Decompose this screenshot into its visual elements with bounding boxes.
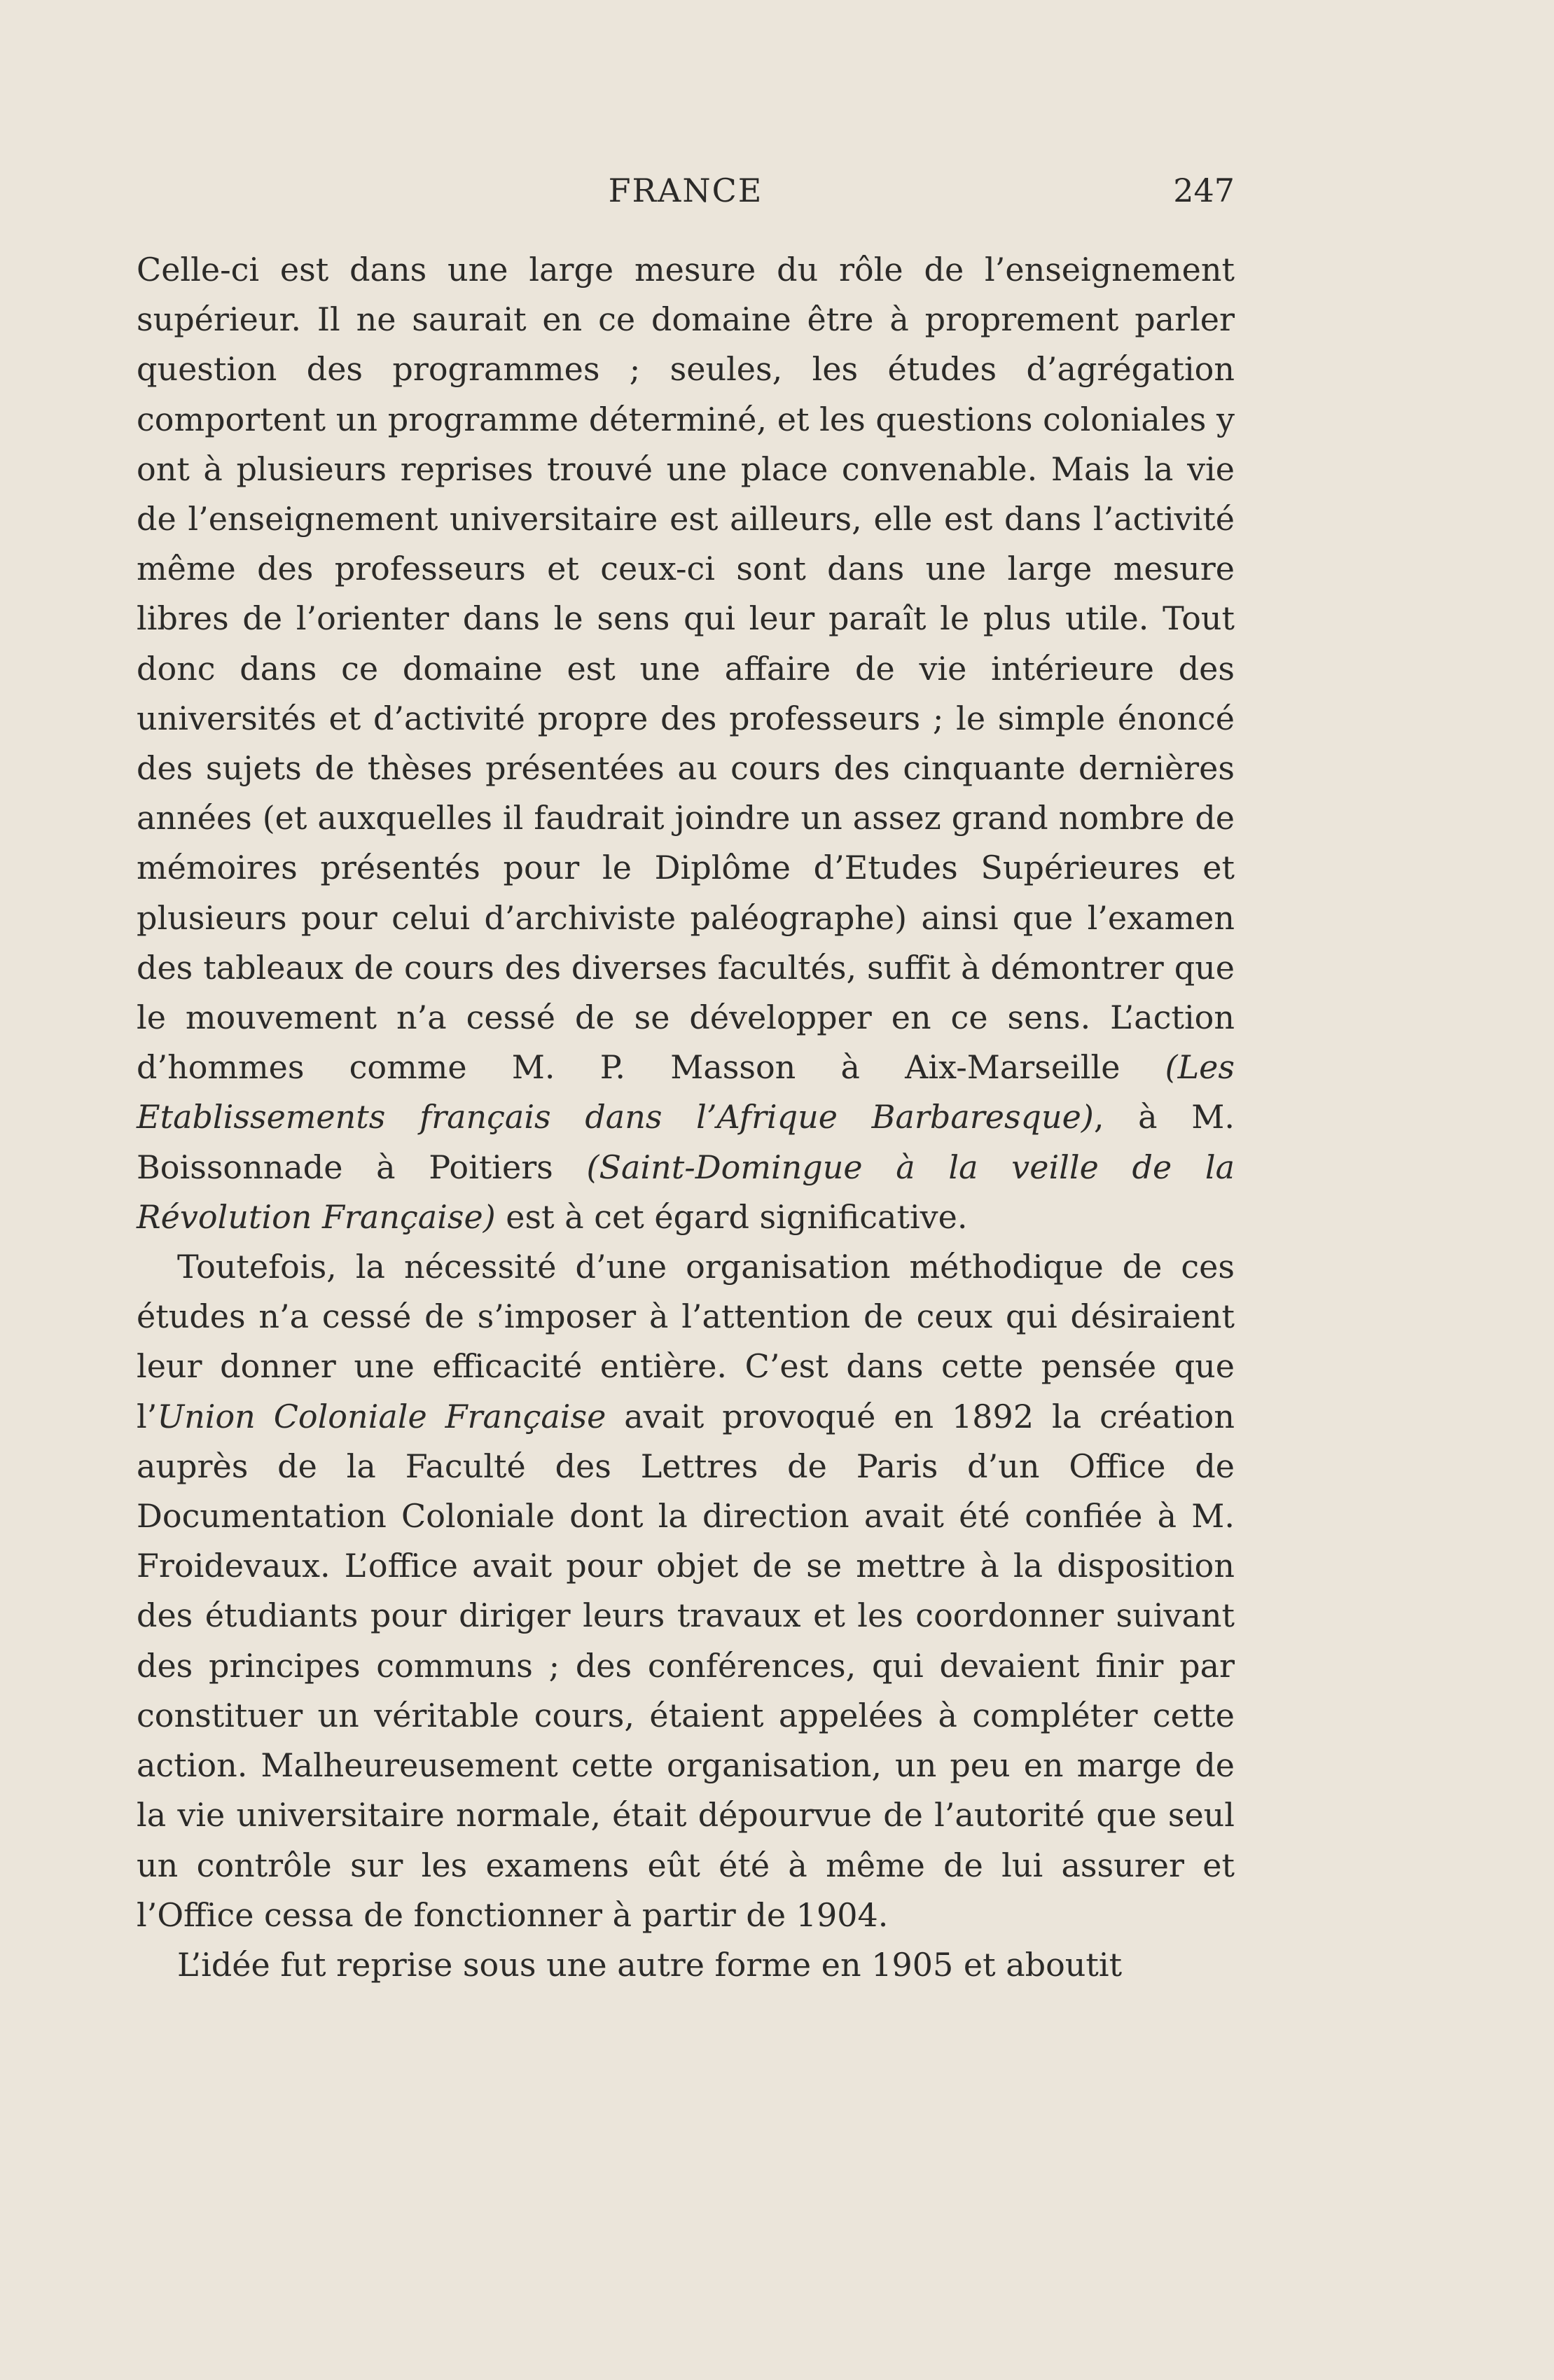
text-segment: , à M. Boissonnade à Poitiers: [137, 1098, 1235, 1186]
text-segment: est à cet égard significative.: [495, 1197, 968, 1236]
paragraph-3: [137, 1940, 1235, 1990]
italic-title: (Saint-Domingue à la veille de la Révolution Française): [137, 1148, 1235, 1236]
text-segment: avait provoqué en 1892 la création auprès de la Faculté des Lettres de Paris d’un Office de Documentation Coloniale dont la direction avait été confiée à M. Froidevaux. L’office avait pour objet de se mettre à la disposition des étudiants pour diriger leurs travaux et les coordonner suivant des principes communs ; des conférences, qui devaient finir par constituer un véritable cours, étaient appelées à compléter cette action. Malheureusement cette organisation, un peu en marge de la vie universitaire normale, était dépourvue de l’autorité que seul un contrôle sur les examens eût été à même de lui assurer et l’Office cessa de fonctionner à partir de 1904.: [137, 1397, 1235, 1934]
text-segment: Celle-ci est dans une large mesure du rôle de l’enseignement supérieur. Il ne saurait en ce domaine être à proprement parler question des programmes ; seules, les études d’agrégation comportent un programme déterminé, et les questions coloniales y ont à plusieurs reprises trouvé une place convenable. Mais la vie de l’enseignement universitaire est ailleurs, elle est dans l’activité même des professeurs et ceux-ci sont dans une large mesure libres de l’orienter dans le sens qui leur paraît le plus utile. Tout donc dans ce domaine est une affaire de vie intérieure des universités et d’activité propre des professeurs ; le simple énoncé des sujets de thèses présentées au cours des cinquante dernières années (et auxquelles il faudrait joindre un assez grand nombre de mémoires présentés pour le Diplôme d’Etudes Supérieures et plusieurs pour celui d’archiviste paléographe) ainsi que l’examen des tableaux de cours des diverses facultés, suffit à démontrer que le mouvement n’a cessé de se développer en ce sens. L’action d’hommes comme M. P. Masson à Aix-Marseille: [137, 251, 1235, 1087]
paragraph-1: [137, 245, 1235, 1242]
italic-title: (Les Etablissements français dans l’Afrique Barbaresque): [137, 1048, 1235, 1136]
text-segment: L’idée fut reprise sous une autre forme en 1905 et aboutit: [177, 1945, 1123, 1984]
running-head: FRANCE: [608, 172, 763, 209]
italic-title: Union Coloniale Française: [157, 1397, 606, 1435]
page-header: [137, 172, 1235, 221]
text-segment: Toutefois, la nécessité d’une organisation méthodique de ces études n’a cessé de s’imposer à l’attention de ceux qui désiraient leur donner une efficacité entière. C’est dans cette pensée que l’: [137, 1248, 1235, 1435]
paragraph-2: [137, 1242, 1235, 1940]
body-text: [137, 245, 1235, 1990]
page-number: 247: [1173, 172, 1235, 209]
